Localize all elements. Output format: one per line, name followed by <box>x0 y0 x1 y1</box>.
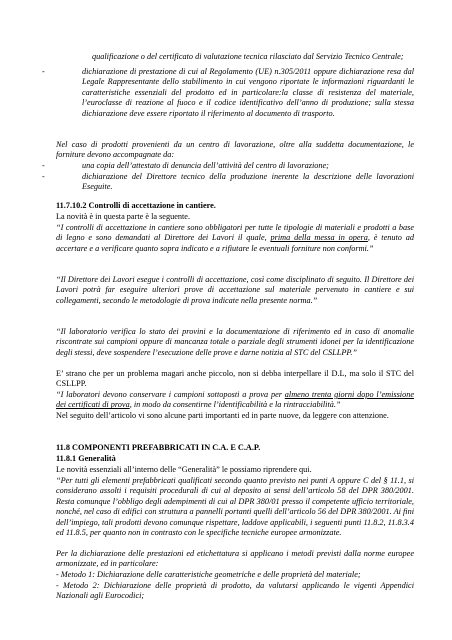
list-dash: - <box>42 161 45 170</box>
list-dash: - <box>42 172 45 181</box>
quote-text: “I controlli di accettazione in cantiere sono obbligatori per tutte le tipologie di materiali e prodotti a base di legno e sono demandati al Direttore dei Lavori il quale, <box>56 223 414 243</box>
paragraph: Nel caso di prodotti provenienti da un centro di lavorazione, oltre alla suddetta documentazione, le forniture devono accompagnate da: <box>56 140 414 160</box>
quote-text: “I laboratori devono conservare i campioni sottoposti a prova per <box>56 390 285 399</box>
paragraph: Nel seguito dell’articolo vi sono alcune parti importanti ed in parte nuove, da leggere con attenzione. <box>56 411 389 420</box>
quote-text: , in modo da consentirne l’identificabilità e la rintracciabilità.” <box>129 400 341 410</box>
quote-paragraph: “Il Direttore dei Lavori esegue i controlli di accettazione, così come disciplinato di seguito. Il Direttore dei Lavori potrà far eseguire ulteriori prove di accettazione sul materiale pervenuto in cantiere e sui collegamenti, secondo le metodologie di prova indicate nella presente norma.” <box>56 275 414 305</box>
list-item-text: dichiarazione di prestazione di cui al Regolamento (UE) n.305/2011 oppure dichiarazione resa dal Legale Rappresentante dello stabilimento in cui vengono riportate le informazioni riguardanti le caratteristiche essenziali del prodotto ed in particolare:la classe di resistenza del materiale, l’euroclasse di reazione al fuoco e il codice identificativo dell’anno di produzione; sulla stessa dichiarazione deve essere riportato il riferimento al documento di trasporto. <box>82 67 414 118</box>
quote-paragraph <box>56 390 414 411</box>
section-heading: 11.7.10.2 Controlli di accettazione in cantiere. <box>56 201 216 210</box>
quote-text: , è tenuto ad accertare e a verificare quanto sopra indicato e a rifiutare le eventuali forniture non conformi.” <box>56 233 414 253</box>
list-item-text: dichiarazione del Direttore tecnico della produzione inerente la descrizione delle lavorazioni Eseguite. <box>82 172 414 192</box>
quote-paragraph: “Per tutti gli elementi prefabbricati qualificati secondo quanto previsto nei punti A oppure C del § 11.1, si considerano assolti i requisiti procedurali di cui al deposito ai sensi dell’articolo 58 del DPR 380/2001. Resta comunque l’obbligo degli adempimenti di cui al DPR 380/01 presso il competente ufficio territoriale, nonché, nel caso di edifici con struttura a pannelli portanti quelli dell’articolo 56 del DPR 380/2001. Ai fini dell’impiego, tali prodotti devono comunque rispettare, laddove applicabili, i seguenti punti 11.8.2, 11.8.3.4 ed 11.8.5, per quanto non in contrasto con le specifiche tecniche europee armonizzate. <box>56 476 414 538</box>
section-heading: 11.8 COMPONENTI PREFABBRICATI IN C.A. E C.A.P. <box>56 443 261 452</box>
quote-paragraph: “Il laboratorio verifica lo stato dei provini e la documentazione di riferimento ed in caso di anomalie riscontrate sui campioni oppure di mancanza totale o parziale degli strumenti idonei per la identificazione degli stessi, deve sospendere l’esecuzione delle prove e darne notizia al STC del CSLLPP.” <box>56 327 414 357</box>
list-item-text: una copia dell’attestato di denuncia dell’attività del centro di lavorazione; <box>82 161 329 170</box>
list-dash: - <box>42 67 45 76</box>
paragraph: La novità è in questa parte è la seguente. <box>56 212 191 221</box>
underlined-text: prima della messa in opera <box>270 233 368 243</box>
list-item: - Metodo 1: Dichiarazione delle caratteristiche geometriche e delle proprietà del materiale; <box>56 570 361 579</box>
paragraph: Le novità essenziali all’interno delle “Generalità” le possiamo riprendere qui. <box>56 465 312 474</box>
underlined-text: almeno trenta giorni dopo l’emissione dei certificati di prova <box>56 390 414 410</box>
subsection-heading: 11.8.1 Generalità <box>56 454 116 463</box>
paragraph: E’ strano che per un problema magari anche piccolo, non si debba interpellare il D.L, ma solo il STC del CSLLPP. <box>56 369 414 389</box>
list-item: - Metodo 2: Dichiarazione delle proprietà di prodotto, da valutarsi applicando le vigenti Appendici Nazionali agli Eurocodici; <box>56 581 414 601</box>
quote-paragraph <box>56 223 414 254</box>
list-item-continuation: qualificazione o del certificato di valutazione tecnica rilasciato dal Servizio Tecnico Centrale; <box>92 52 404 62</box>
quote-paragraph: Per la dichiarazione delle prestazioni ed etichettatura si applicano i metodi previsti dalla norme europee armonizzate, ed in particolare: <box>56 549 414 569</box>
